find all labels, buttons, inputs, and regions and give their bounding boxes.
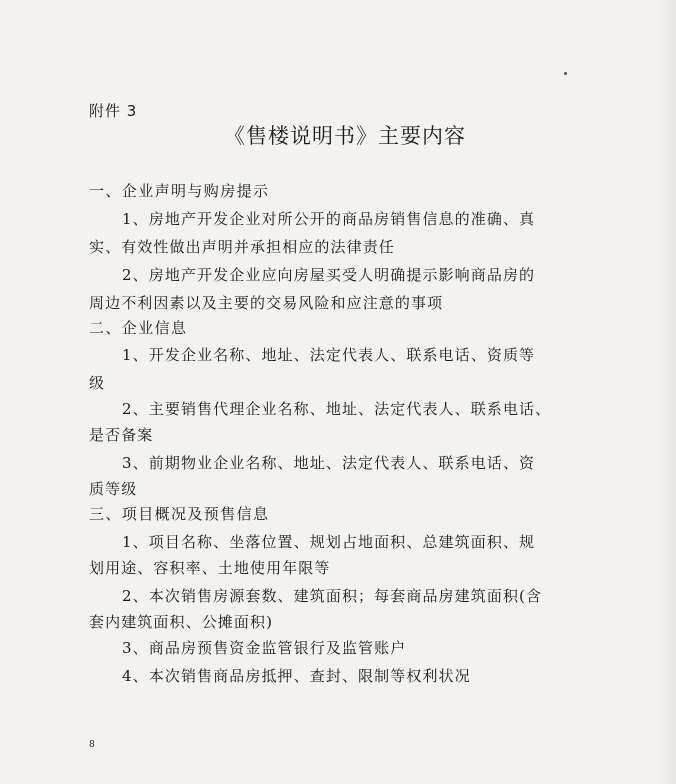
body-line: 3、商品房预售资金监管银行及监管账户: [122, 639, 407, 657]
page-number: 8: [89, 740, 95, 750]
body-line: 质等级: [89, 480, 138, 498]
body-line: 是否备案: [89, 426, 154, 444]
body-line: 2、房地产开发企业应向房屋买受人明确提示影响商品房的: [122, 266, 536, 284]
body-line: 1、开发企业名称、地址、法定代表人、联系电话、资质等: [122, 346, 536, 364]
section-heading-1: 一、企业声明与购房提示: [89, 182, 270, 200]
attachment-label: 附件 3: [89, 102, 138, 120]
body-line: 1、项目名称、坐落位置、规划占地面积、总建筑面积、规: [122, 533, 536, 551]
body-line: 2、主要销售代理企业名称、地址、法定代表人、联系电话、: [122, 400, 552, 418]
body-line: 划用途、容积率、土地使用年限等: [89, 559, 331, 577]
body-line: 3、前期物业企业名称、地址、法定代表人、联系电话、资: [122, 454, 536, 472]
body-line: 级: [89, 374, 106, 392]
scan-speck: [564, 72, 567, 75]
body-line: 1、房地产开发企业对所公开的商品房销售信息的准确、真: [122, 210, 536, 228]
section-heading-3: 三、项目概况及预售信息: [89, 505, 270, 523]
body-line: 4、本次销售商品房抵押、查封、限制等权利状况: [122, 667, 471, 685]
section-heading-2: 二、企业信息: [89, 319, 188, 337]
body-line: 2、本次销售房源套数、建筑面积；每套商品房建筑面积(含: [122, 587, 543, 605]
body-line: 周边不利因素以及主要的交易风险和应注意的事项: [89, 294, 444, 312]
page-edge-shadow: [658, 0, 676, 784]
body-line: 实、有效性做出声明并承担相应的法律责任: [89, 238, 395, 256]
document-title: 《售楼说明书》主要内容: [224, 124, 466, 148]
body-line: 套内建筑面积、公摊面积): [89, 613, 274, 631]
